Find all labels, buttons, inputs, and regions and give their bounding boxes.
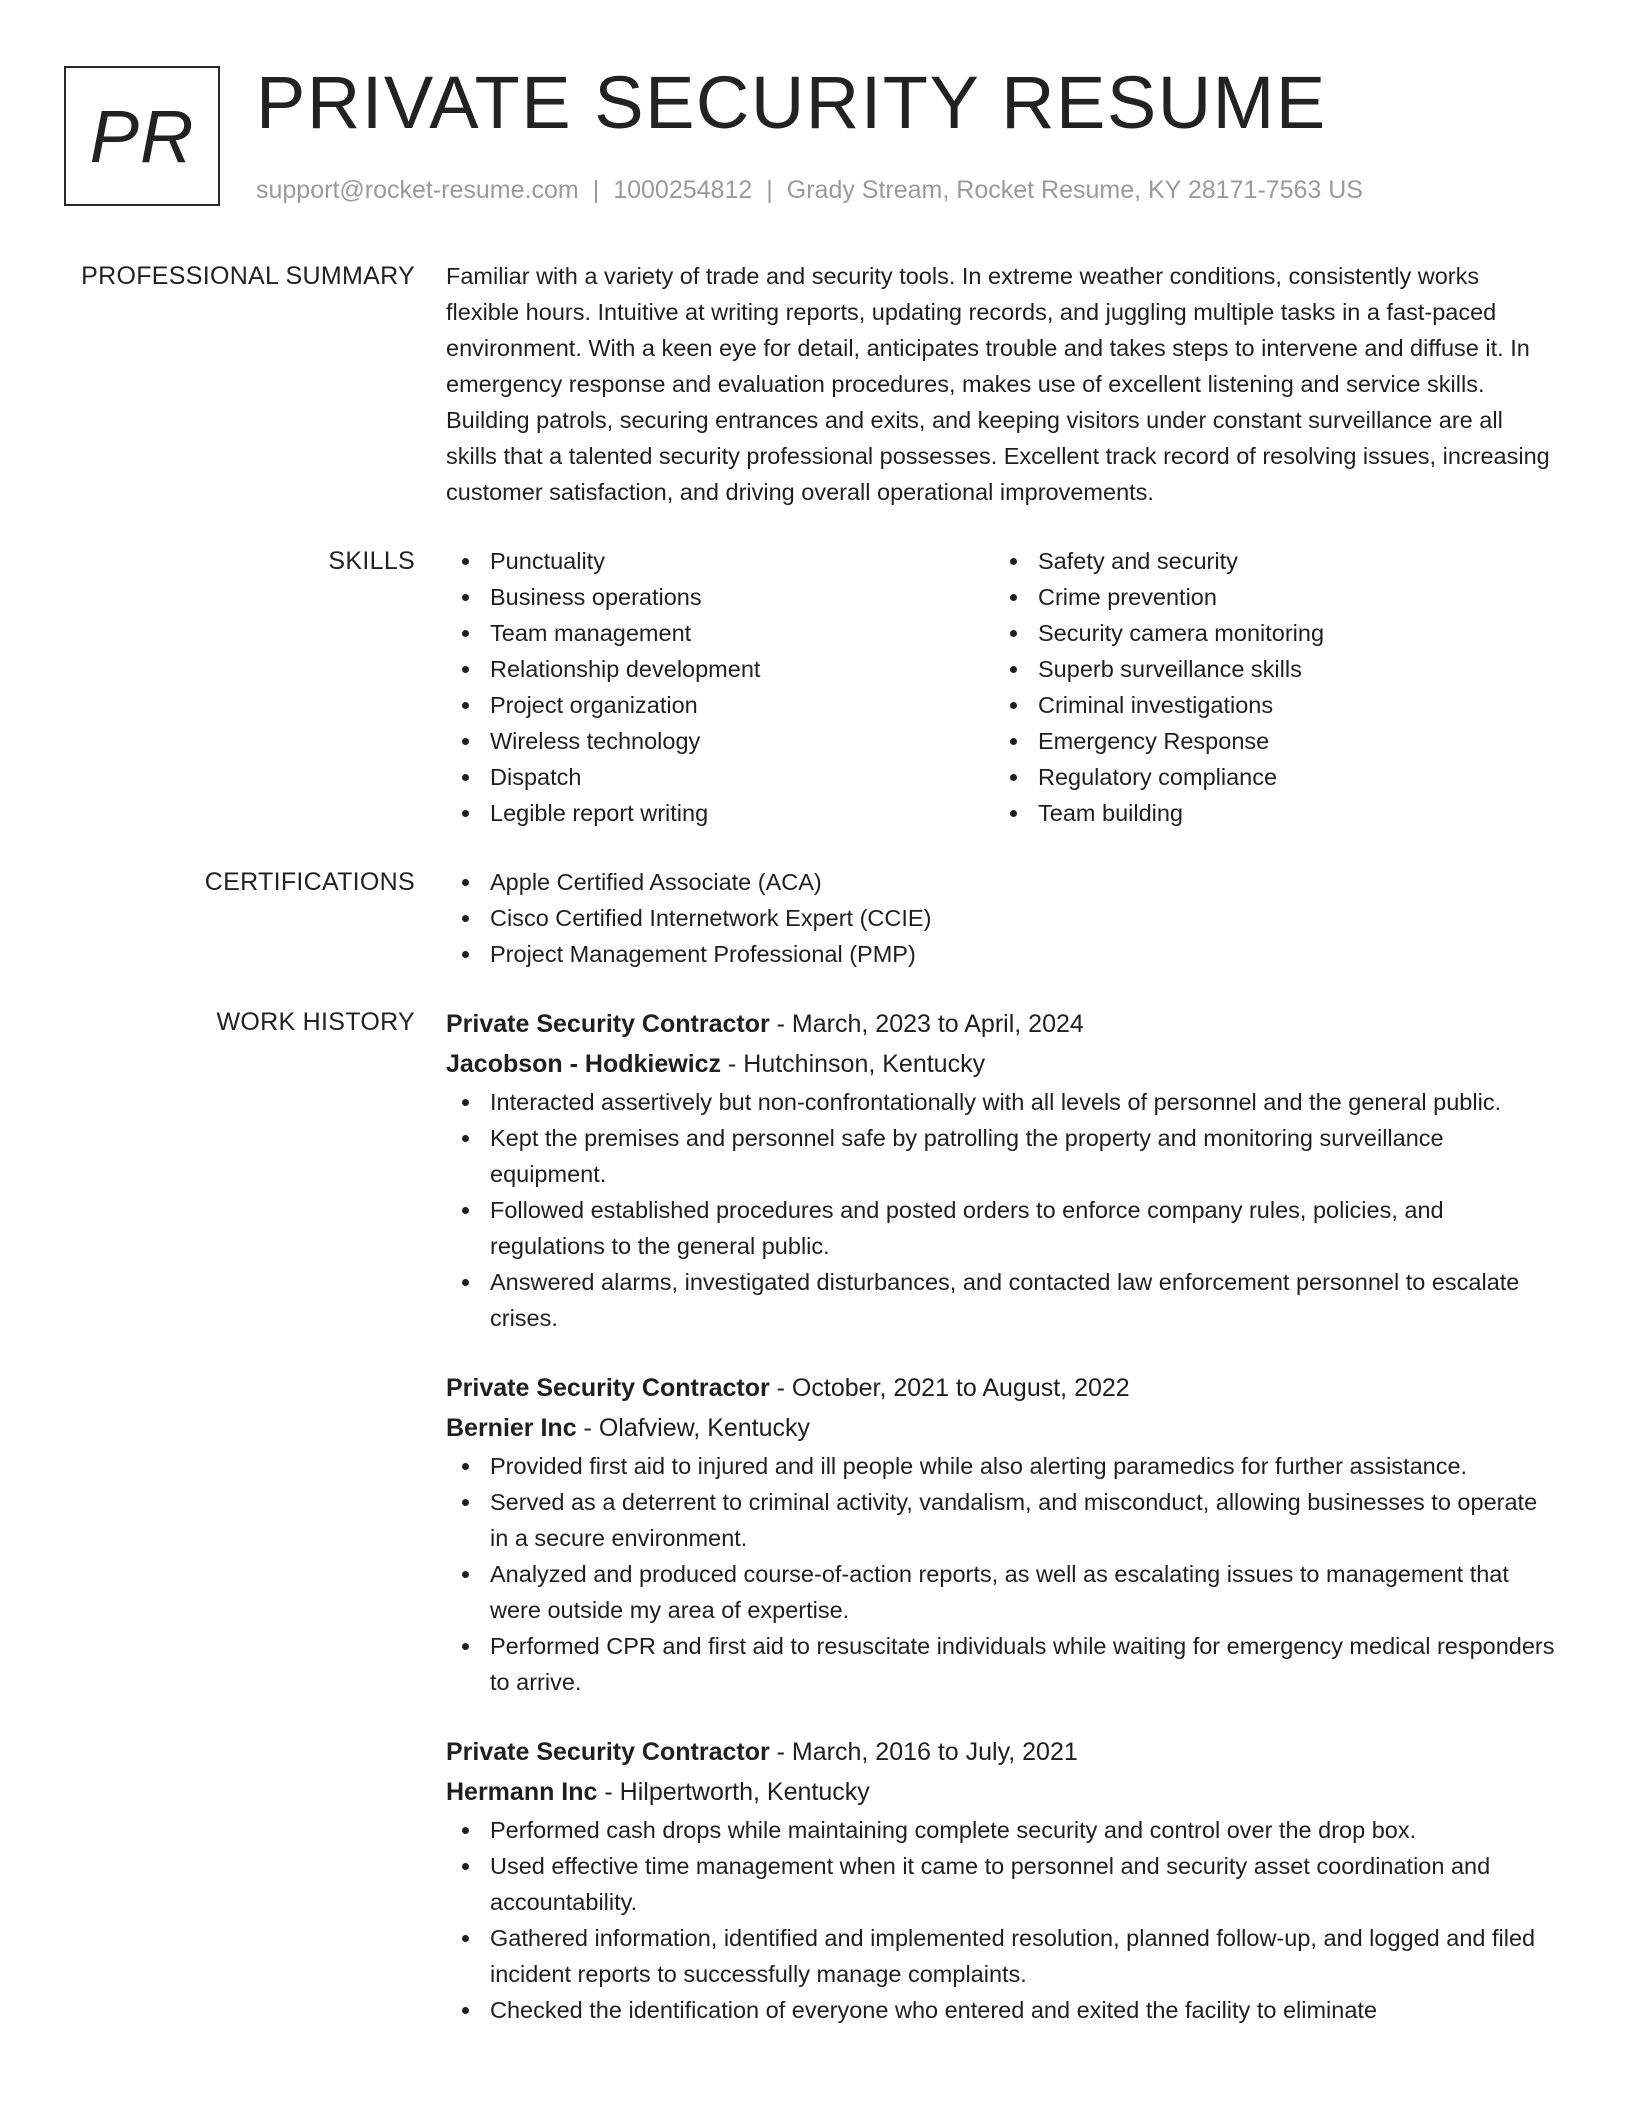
contact-separator: | [592, 176, 600, 204]
job-bullet: Provided first aid to injured and ill people while also alerting paramedics for further assistance. [446, 1448, 1556, 1484]
job-bullet: Analyzed and produced course-of-action reports, as well as escalating issues to management that were outside my area of expertise. [446, 1556, 1556, 1628]
job-title-line [446, 1732, 1556, 1772]
skill-item: Punctuality [446, 543, 994, 579]
job-title-line [446, 1004, 1556, 1044]
job-entry [446, 1368, 1556, 1700]
skill-item: Legible report writing [446, 795, 994, 831]
page-title: PRIVATE SECURITY RESUME [256, 61, 1327, 144]
job-bullets [446, 1812, 1556, 2028]
summary-body [446, 258, 1556, 510]
job-title: Private Security Contractor [446, 1374, 770, 1402]
job-company: Hermann Inc [446, 1778, 598, 1806]
job-bullet: Kept the premises and personnel safe by patrolling the property and monitoring surveillance equipment. [446, 1120, 1556, 1192]
job-entry [446, 1004, 1556, 1336]
section-heading-certifications: CERTIFICATIONS [204, 868, 415, 896]
job-location: - Hutchinson, Kentucky [721, 1050, 986, 1078]
job-dates: - October, 2021 to August, 2022 [769, 1374, 1130, 1402]
skill-item: Emergency Response [994, 723, 1542, 759]
certification-item: Cisco Certified Internetwork Expert (CCIE) [446, 900, 1556, 936]
job-company: Bernier Inc [446, 1414, 577, 1442]
job-bullet: Checked the identification of everyone who entered and exited the facility to eliminate [446, 1992, 1556, 2028]
skill-item: Relationship development [446, 651, 994, 687]
certifications-list [446, 864, 1556, 972]
job-bullet: Followed established procedures and posted orders to enforce company rules, policies, and regulations to the general public. [446, 1192, 1556, 1264]
job-bullet: Served as a deterrent to criminal activity, vandalism, and misconduct, allowing businesses to operate in a secure environment. [446, 1484, 1556, 1556]
job-title-line [446, 1368, 1556, 1408]
summary-text: Familiar with a variety of trade and security tools. In extreme weather conditions, consistently works flexible hours. Intuitive at writing reports, updating records, and juggling multiple tasks in a fast-paced environment. With a keen eye for detail, anticipates trouble and takes steps to intervene and diffuse it. In emergency response and evaluation procedures, makes use of excellent listening and service skills. Building patrols, securing entrances and exits, and keeping visitors under constant surveillance are all skills that a talented security professional possesses. Excellent track record of resolving issues, increasing customer satisfaction, and driving overall operational improvements. [446, 263, 1550, 505]
section-heading-skills: SKILLS [328, 547, 415, 575]
job-dates: - March, 2016 to July, 2021 [769, 1738, 1078, 1766]
certification-item: Apple Certified Associate (ACA) [446, 864, 1556, 900]
section-heading-work-history: WORK HISTORY [216, 1008, 415, 1036]
skill-item: Project organization [446, 687, 994, 723]
job-dates: - March, 2023 to April, 2024 [769, 1010, 1084, 1038]
job-bullet: Performed cash drops while maintaining complete security and control over the drop box. [446, 1812, 1556, 1848]
job-location: - Olafview, Kentucky [576, 1414, 811, 1442]
skill-item: Wireless technology [446, 723, 994, 759]
job-title: Private Security Contractor [446, 1738, 770, 1766]
job-bullets [446, 1448, 1556, 1700]
job-title: Private Security Contractor [446, 1010, 770, 1038]
skills-list-left [446, 543, 994, 831]
skill-item: Regulatory compliance [994, 759, 1542, 795]
job-bullet: Answered alarms, investigated disturbances, and contacted law enforcement personnel to escalate crises. [446, 1264, 1556, 1336]
job-company-line [446, 1772, 1556, 1812]
job-location: - Hilpertworth, Kentucky [597, 1778, 870, 1806]
work-history-body [446, 1004, 1556, 2028]
monogram-text: PR [89, 94, 195, 178]
skills-list-right [994, 543, 1542, 831]
job-bullet: Performed CPR and first aid to resuscitate individuals while waiting for emergency medical responders to arrive. [446, 1628, 1556, 1700]
contact-email: support@rocket-resume.com [256, 176, 579, 204]
job-company-line [446, 1408, 1556, 1448]
contact-line [256, 174, 1363, 206]
job-entry [446, 1732, 1556, 2028]
job-bullet: Gathered information, identified and implemented resolution, planned follow-up, and logged and filed incident reports to successfully manage complaints. [446, 1920, 1556, 1992]
skill-item: Safety and security [994, 543, 1542, 579]
skill-item: Criminal investigations [994, 687, 1542, 723]
skill-item: Dispatch [446, 759, 994, 795]
job-company-line [446, 1044, 1556, 1084]
skill-item: Business operations [446, 579, 994, 615]
job-company: Jacobson - Hodkiewicz [446, 1050, 722, 1078]
skills-body [446, 543, 1556, 831]
certification-item: Project Management Professional (PMP) [446, 936, 1556, 972]
contact-address: Grady Stream, Rocket Resume, KY 28171-7563 US [786, 176, 1363, 204]
contact-phone: 1000254812 [613, 176, 753, 204]
skill-item: Security camera monitoring [994, 615, 1542, 651]
section-heading-summary: PROFESSIONAL SUMMARY [81, 262, 415, 290]
skill-item: Team management [446, 615, 994, 651]
skill-item: Team building [994, 795, 1542, 831]
job-bullet: Used effective time management when it came to personnel and security asset coordination and accountability. [446, 1848, 1556, 1920]
certifications-body [446, 864, 1556, 972]
skill-item: Crime prevention [994, 579, 1542, 615]
skill-item: Superb surveillance skills [994, 651, 1542, 687]
job-bullets [446, 1084, 1556, 1336]
contact-separator: | [766, 176, 773, 204]
monogram-logo [64, 66, 220, 206]
job-bullet: Interacted assertively but non-confrontationally with all levels of personnel and the general public. [446, 1084, 1556, 1120]
